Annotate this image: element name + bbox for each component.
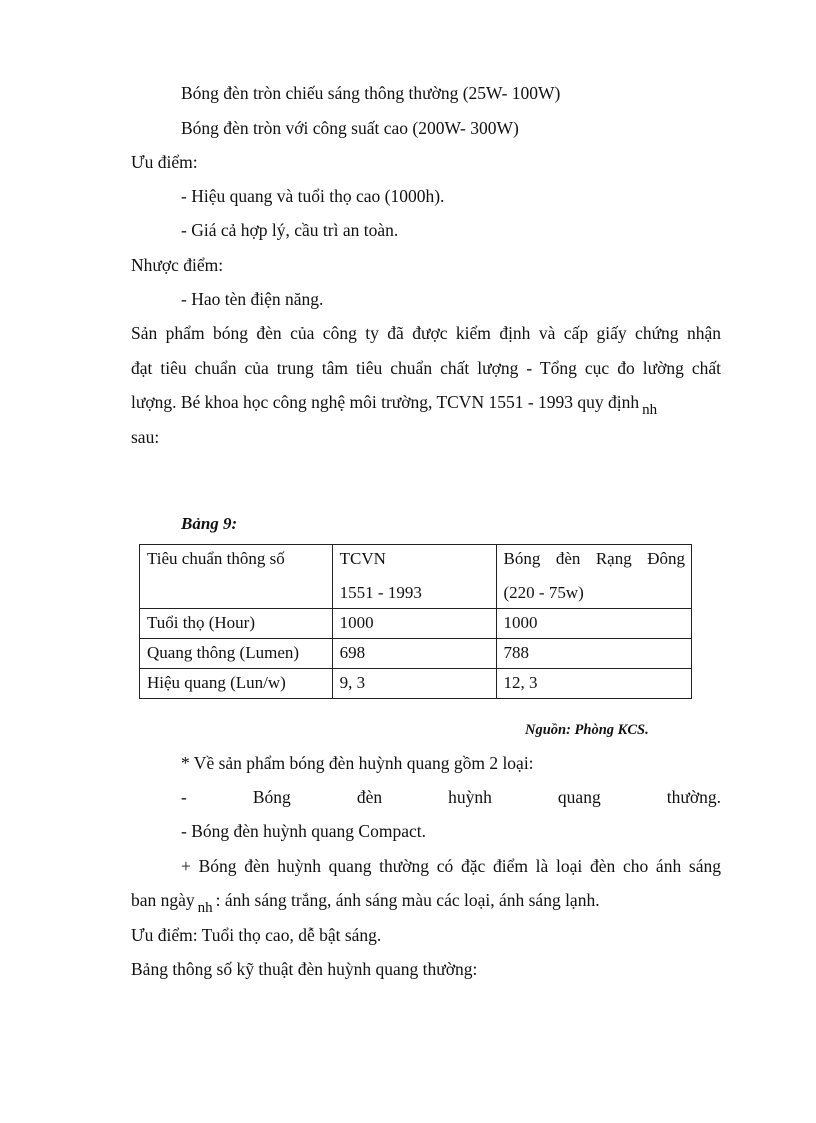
spread-word: Bóng — [252, 787, 291, 807]
header-cell-rangdong — [496, 545, 692, 609]
header-rangdong-word-2: đèn — [555, 549, 581, 568]
table-cell-tcvn: 698 — [332, 639, 496, 669]
header-cell-param — [140, 545, 333, 609]
spread-word: quang — [557, 787, 601, 807]
spec-table — [139, 544, 692, 699]
table-cell-param: Hiệu quang (Lun/w) — [140, 669, 333, 699]
table-cell-tcvn: 9, 3 — [332, 669, 496, 699]
table-row — [140, 639, 692, 669]
paragraph-fluorescent-line-2 — [131, 889, 600, 916]
table-row — [140, 669, 692, 699]
table-cell-tcvn: 1000 — [332, 609, 496, 639]
header-rangdong-line2: (220 - 75w) — [503, 583, 584, 602]
heading-advantages: Ưu điểm: — [131, 152, 198, 172]
text-line-disadvantage-1: - Hao tèn điện năng. — [181, 289, 324, 309]
table-cell-rangdong: 788 — [496, 639, 692, 669]
table-cell-rangdong: 1000 — [496, 609, 692, 639]
paragraph-line-3-text: lượng. Bé khoa học công nghệ môi trường, TCVN 1551 - 1993 quy định — [131, 392, 640, 412]
header-rangdong-word-4: Đông — [647, 549, 685, 568]
table-row — [140, 609, 692, 639]
paragraph-line-3 — [131, 391, 660, 418]
text-line-round-bulb-normal: Bóng đèn tròn chiếu sáng thông thường (25W- 100W) — [181, 83, 561, 103]
paragraph-fluorescent-post: : ánh sáng trắng, ánh sáng màu các loại, ánh sáng lạnh. — [215, 890, 600, 910]
spread-word: huỳnh — [448, 787, 492, 807]
paragraph-line-2: đạt tiêu chuẩn của trung tâm tiêu chuẩn chất lượng - Tổng cục đo lường chất — [131, 358, 721, 378]
paragraph-fluorescent-subscript: nh — [197, 900, 213, 916]
table-cell-param: Quang thông (Lumen) — [140, 639, 333, 669]
text-line-fluorescent-types: * Về sản phẩm bóng đèn huỳnh quang gồm 2 loại: — [181, 753, 534, 773]
spread-word: - — [181, 787, 187, 807]
paragraph-fluorescent-line-1: + Bóng đèn huỳnh quang thường có đặc điểm là loại đèn cho ánh sáng — [181, 856, 721, 876]
header-rangdong-word-3: Rạng — [595, 549, 632, 568]
header-tcvn-line2: 1551 - 1993 — [339, 583, 422, 602]
spread-word: thường. — [666, 787, 721, 807]
header-rangdong-word-1: Bóng — [503, 549, 541, 568]
text-line-advantage-2: - Giá cả hợp lý, cầu trì an toàn. — [181, 220, 399, 240]
table-source-note: Nguồn: Phòng KCS. — [525, 722, 649, 738]
text-line-round-bulb-high: Bóng đèn tròn với công suất cao (200W- 300W) — [181, 118, 519, 138]
text-line-fluorescent-advantages: Ưu điểm: Tuổi thọ cao, dễ bật sáng. — [131, 925, 382, 945]
text-line-fluorescent-compact: - Bóng đèn huỳnh quang Compact. — [181, 821, 426, 841]
table-cell-rangdong: 12, 3 — [496, 669, 692, 699]
paragraph-fluorescent-pre: ban ngày — [131, 890, 195, 910]
header-tcvn-line1: TCVN — [339, 549, 386, 568]
heading-disadvantages: Nhược điểm: — [131, 255, 224, 275]
header-cell-tcvn — [332, 545, 496, 609]
paragraph-line-3-subscript: nh — [642, 402, 658, 418]
table-header-row — [140, 545, 692, 609]
table-cell-param: Tuổi thọ (Hour) — [140, 609, 333, 639]
paragraph-line-1: Sản phẩm bóng đèn của công ty đã được kiểm định và cấp giấy chứng nhận — [131, 323, 721, 343]
header-param-text: Tiêu chuẩn thông số — [147, 549, 285, 568]
table-caption: Bảng 9: — [181, 514, 238, 533]
text-line-advantage-1: - Hiệu quang và tuổi thọ cao (1000h). — [181, 186, 445, 206]
text-line-fluorescent-spec-heading: Bảng thông số kỹ thuật đèn huỳnh quang thường: — [131, 959, 478, 979]
paragraph-line-4: sau: — [131, 427, 160, 447]
text-line-fluorescent-normal — [181, 786, 721, 808]
spread-word: đèn — [356, 787, 383, 807]
header-rangdong-line1 — [504, 548, 686, 570]
